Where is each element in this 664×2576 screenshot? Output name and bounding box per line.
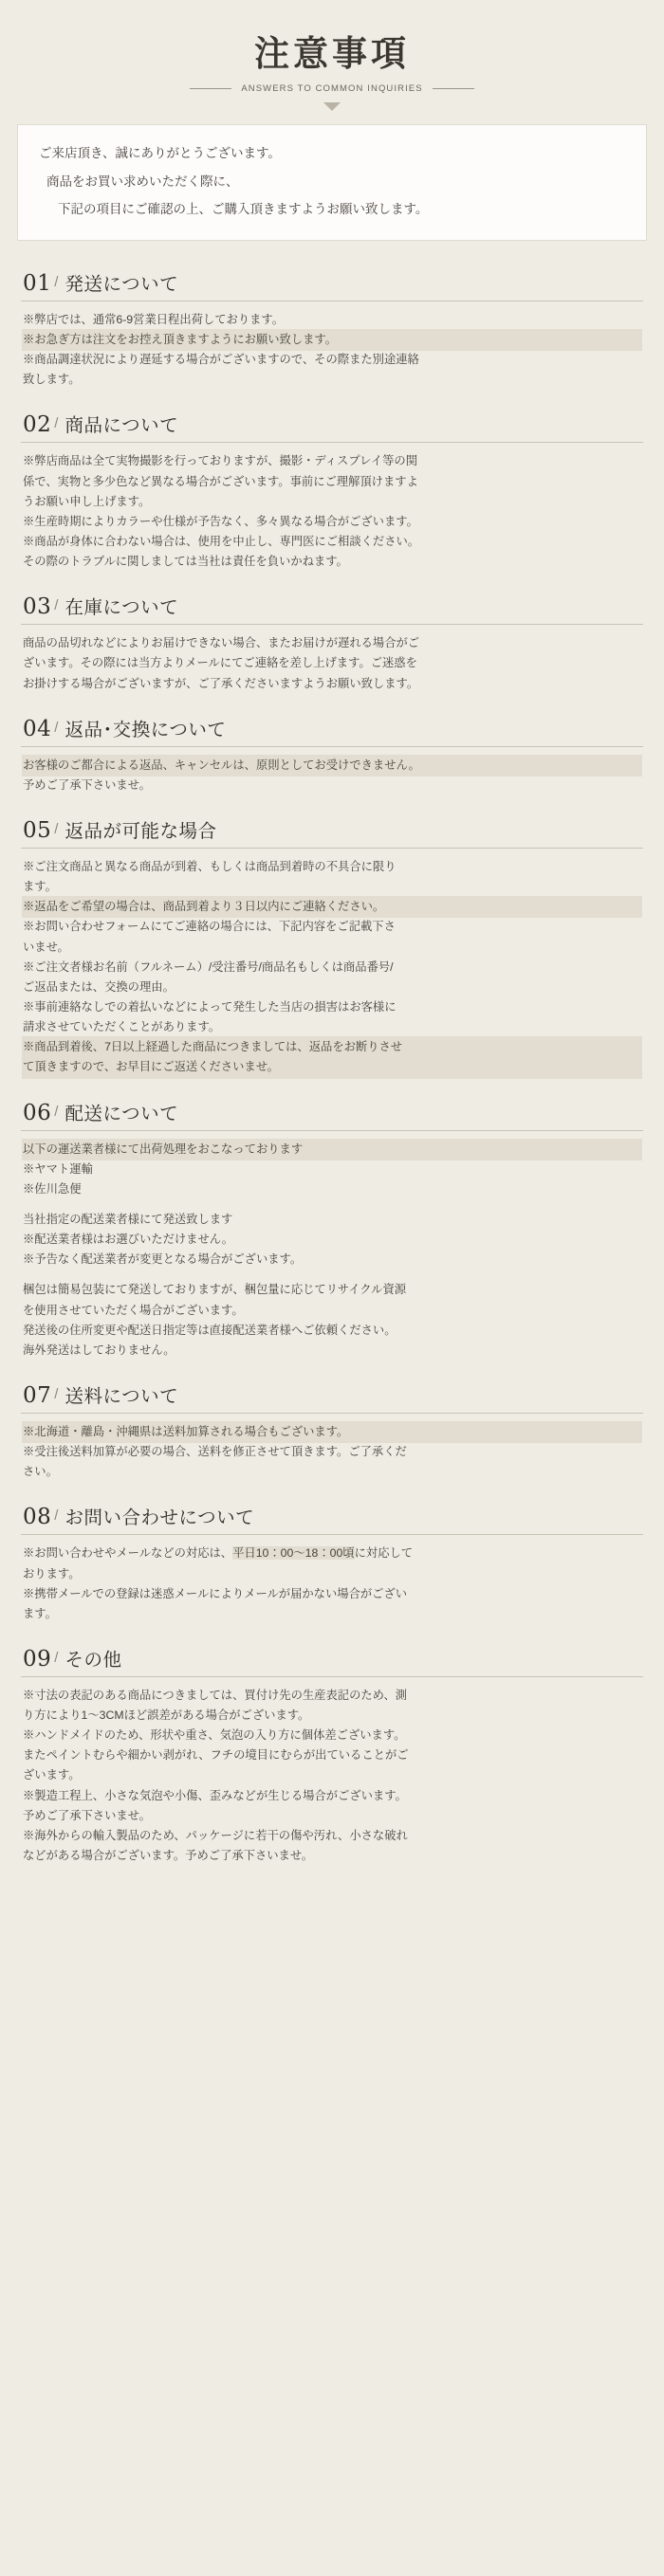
notice-line: ※お急ぎ方は注文をお控え頂きますようにお願い致します。 [23, 330, 641, 350]
line-text-pre: ※お問い合わせやメールなどの対応は、 [23, 1546, 233, 1561]
section-header [21, 1084, 643, 1131]
slash-icon: / [54, 1649, 59, 1666]
notice-line: 商品の品切れなどによりお届けできない場合、またお届けが遅れる場合がご [23, 636, 420, 650]
notice-line: ※製造工程上、小さな気泡や小傷、歪みなどが生じる場合がございます。 [23, 1788, 407, 1802]
notice-line: いませ。 [23, 940, 69, 954]
notice-line: お客様のご都合による返品、キャンセルは、原則としてお受けできません。 [23, 756, 641, 776]
page-header [0, 0, 664, 111]
slash-icon: / [54, 415, 59, 432]
notice-line: 発送後の住所変更や配送日指定等は直接配送業者様へご依頼ください。 [23, 1323, 397, 1337]
section-body [21, 1544, 643, 1624]
down-arrow-icon [323, 102, 341, 111]
notice-line: 当社指定の配送業者様にて発送致します [23, 1212, 233, 1226]
slash-icon: / [54, 1385, 59, 1402]
section-body [21, 310, 643, 391]
section-header [21, 801, 643, 849]
slash-icon: / [54, 273, 59, 290]
section-title: 商品について [65, 414, 179, 437]
notice-section [21, 1630, 643, 1866]
notice-line: さい。 [23, 1465, 58, 1479]
notice-line: おります。 [23, 1566, 81, 1580]
notice-line: ※ハンドメイドのため、形状や重さ、気泡の入り方に個体差ございます。 [23, 1728, 406, 1743]
section-title: 発送について [65, 272, 179, 295]
notice-line: ※弊店商品は全て実物撮影を行っておりますが、撮影・ディスプレイ等の関 [23, 454, 418, 468]
section-number: 05 [23, 817, 52, 843]
notice-section [21, 1488, 643, 1624]
slash-icon: / [54, 597, 59, 614]
notice-line: ご返品または、交換の理由。 [23, 979, 175, 994]
section-body [21, 1422, 643, 1482]
notice-line: ※生産時期によりカラーや仕様が予告なく、多々異なる場合がございます。 [23, 514, 418, 528]
slash-icon: / [54, 719, 59, 736]
notice-line: ※携帯メールでの登録は迷惑メールによりメールが届かない場合がござい [23, 1586, 408, 1600]
section-header [21, 395, 643, 443]
section-number: 02 [23, 412, 52, 438]
notice-line: 海外発送はしておりません。 [23, 1343, 175, 1357]
section-number: 01 [23, 270, 52, 296]
notice-line: またペイントむらや細かい剥がれ、フチの境目にむらが出ていることがご [23, 1748, 409, 1763]
notice-line: ざいます。 [23, 1768, 81, 1782]
notice-section [21, 1366, 643, 1482]
section-number: 09 [23, 1646, 52, 1672]
notice-line: ※予告なく配送業者が変更となる場合がございます。 [23, 1252, 303, 1267]
notice-line: り方により1～3CMほど誤差がある場合がございます。 [23, 1708, 310, 1723]
paragraph [23, 1210, 641, 1270]
paragraph [23, 1280, 641, 1361]
notice-line: ※配送業者様はお選びいただけません。 [23, 1233, 234, 1247]
notice-line: 梱包は簡易包装にて発送しておりますが、梱包量に応じてリサイクル資源 [23, 1283, 407, 1297]
notice-line: 以下の運送業者様にて出荷処理をおこなっております [23, 1140, 641, 1160]
notice-line: ※お問い合わせフォームにてご連絡の場合には、下記内容をご記載下さ [23, 920, 396, 934]
notice-line: ※弊店では、通常6-9営業日程出荷しております。 [23, 312, 285, 326]
section-title: 配送について [65, 1102, 179, 1124]
slash-icon: / [54, 820, 59, 837]
notice-line: を使用させていただく場合がございます。 [23, 1303, 244, 1317]
paragraph [23, 1140, 641, 1199]
page-title: 注意事項 [254, 33, 410, 74]
section-body [21, 1686, 643, 1866]
section-number: 06 [23, 1100, 52, 1125]
section-body [21, 1140, 643, 1361]
section-number: 08 [23, 1505, 52, 1530]
notice-line: ※北海道・離島・沖縄県は送料加算される場合もございます。 [23, 1422, 641, 1442]
notice-line: ※ご注文者様お名前（フルネーム）/受注番号/商品名もしくは商品番号/ [23, 959, 394, 974]
section-number: 07 [23, 1382, 52, 1408]
rule-right [433, 88, 474, 89]
section-body [21, 451, 643, 572]
notice-line: ます。 [23, 1606, 57, 1620]
line-text-highlight: 平日10：00～18：00頃 [232, 1546, 355, 1561]
notice-section [21, 801, 643, 1078]
intro-line-2: 商品をお買い求めいただく際に、 [46, 174, 239, 189]
notice-line: その際のトラブルに関しましては当社は責任を負いかねます。 [23, 555, 348, 569]
section-title: 在庫について [65, 596, 179, 619]
notice-section [21, 700, 643, 795]
section-title: 返品･交換について [65, 718, 227, 740]
section-body [21, 756, 643, 795]
notice-line: ます。 [23, 880, 57, 894]
notice-line: ※寸法の表記のある商品につきましては、買付け先の生産表記のため、測 [23, 1688, 408, 1702]
section-number: 04 [23, 716, 52, 741]
section-title: 返品が可能な場合 [65, 819, 217, 842]
section-header [21, 254, 643, 301]
notice-line: 係で、実物と多少色など異なる場合がございます。事前にご理解頂けますよ [23, 474, 418, 488]
notice-line: ※ヤマト運輸 [23, 1161, 93, 1176]
notice-line: ※佐川急便 [23, 1181, 82, 1196]
notice-line: お掛けする場合がございますが、ご了承くださいますようお願い致します。 [23, 676, 419, 690]
notice-section [21, 1084, 643, 1361]
notice-section [21, 254, 643, 391]
section-title: 送料について [65, 1384, 179, 1407]
notice-line: て頂きますので、お早目にご返送くださいませ。 [23, 1057, 641, 1077]
rule-left [190, 88, 231, 89]
section-header [21, 1630, 643, 1677]
notice-line: ※商品が身体に合わない場合は、使用を中止し、専門医にご相談ください。 [23, 535, 420, 548]
notice-line: 致します。 [23, 373, 81, 387]
intro-line-1: ご来店頂き、誠にありがとうございます。 [39, 146, 281, 160]
slash-icon: / [54, 1103, 59, 1120]
notice-line: 請求させていただくことがあります。 [23, 1020, 221, 1034]
section-title: その他 [65, 1648, 122, 1671]
notice-line: 予めご了承下さいませ。 [23, 1808, 151, 1822]
notice-line: ※ご注文商品と異なる商品が到着、もしくは商品到着時の不具合に限り [23, 859, 397, 873]
notice-line: ざいます。その際には当方よりメールにてご連絡を差し上げます。ご迷惑を [23, 656, 417, 670]
section-body [21, 857, 643, 1078]
notice-line: ※商品調達状況により遅延する場合がございますので、その際また別途連絡 [23, 353, 419, 367]
notice-line: ※受注後送料加算が必要の場合、送料を修正させて頂きます。ご了承くだ [23, 1445, 407, 1459]
notice-line: うお願い申し上げます。 [23, 494, 151, 508]
section-header [21, 1366, 643, 1414]
section-title: お問い合わせについて [65, 1507, 255, 1529]
notice-line: ※商品到着後、7日以上経過した商品につきましては、返品をお断りさせ [23, 1037, 641, 1057]
sections-container [17, 241, 647, 1866]
section-header [21, 577, 643, 625]
notice-line: ※事前連絡なしでの着払いなどによって発生した当店の損害はお客様に [23, 999, 397, 1014]
notice-section [21, 577, 643, 693]
intro-line-3: 下記の項目にご確認の上、ご購入頂きますようお願い致します。 [58, 202, 429, 217]
notice-line [23, 1544, 641, 1563]
section-header [21, 1488, 643, 1535]
section-body [21, 633, 643, 693]
notice-line: ※海外からの輸入製品のため、パッケージに若干の傷や汚れ、小さな破れ [23, 1828, 408, 1842]
section-number: 03 [23, 594, 52, 620]
page-subtitle: ANSWERS TO COMMON INQUIRIES [241, 83, 423, 94]
notice-line: ※返品をご希望の場合は、商品到着より３日以内にご連絡ください。 [23, 897, 641, 917]
slash-icon: / [54, 1507, 59, 1525]
notice-line: 予めご了承下さいませ。 [23, 777, 151, 792]
line-text-post: に対応して [354, 1546, 414, 1561]
section-header [21, 700, 643, 747]
notice-line: などがある場合がございます。予めご了承下さいませ。 [23, 1849, 314, 1863]
notice-section [21, 395, 643, 572]
header-subtitle-rule [190, 83, 474, 94]
intro-box [17, 124, 647, 241]
